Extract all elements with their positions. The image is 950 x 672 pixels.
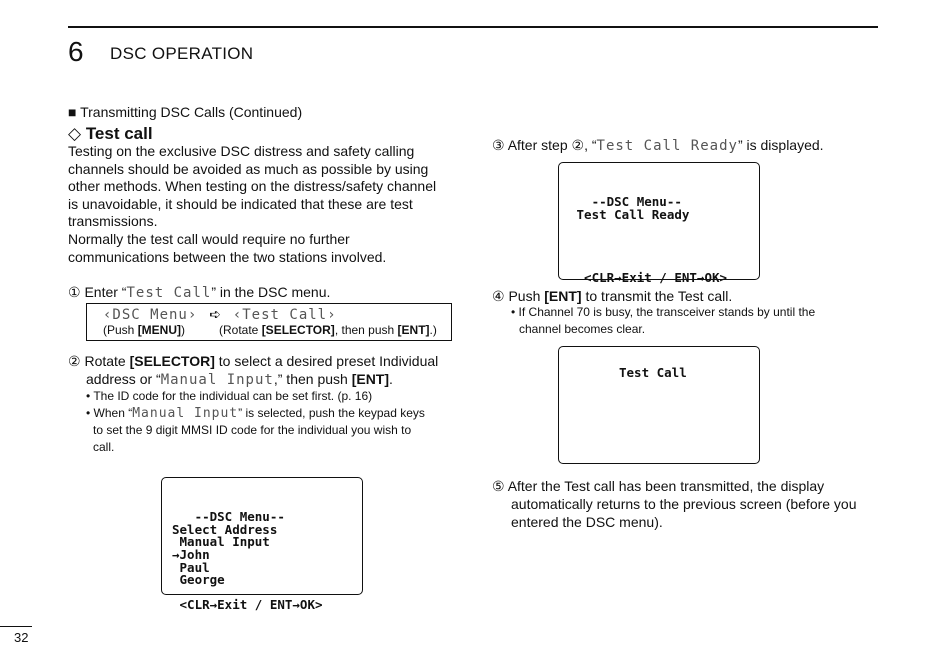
step-text: address or “	[86, 371, 161, 387]
lcd-line	[569, 221, 727, 234]
step-5-line-2: automatically returns to the previous screen (before you	[511, 496, 857, 512]
step-text: Push	[508, 288, 545, 304]
arrow-right-icon: ➪	[209, 306, 221, 322]
chapter-title: DSC OPERATION	[110, 44, 254, 63]
step-5	[492, 478, 824, 496]
step-text: Rotate	[84, 353, 130, 369]
lcd-line: George	[172, 572, 225, 588]
step-1	[68, 284, 330, 303]
lcd-line: Select Address	[172, 521, 278, 537]
note-text: (Push	[103, 323, 138, 337]
lcd-screen-select-address	[161, 477, 363, 613]
step-text: to transmit the Test call.	[581, 288, 733, 304]
lcd-line: <CLR→Exit / ENT→OK>	[172, 597, 323, 613]
push-menu-note	[103, 322, 185, 339]
lcd-screen-text	[172, 486, 323, 637]
step-text: to select a desired preset Individual	[214, 353, 439, 369]
subsection-title: Test call	[85, 124, 153, 143]
step-text: .	[389, 371, 393, 387]
lcd-line: <CLR→Exit / ENT→OK>	[569, 269, 728, 285]
step-text: , “	[584, 137, 597, 153]
step-text: ,” then push	[273, 371, 352, 387]
intro-line: channels should be avoided as much as possible by using	[68, 160, 429, 177]
key-label: [SELECTOR]	[261, 323, 335, 337]
step-2	[68, 353, 468, 371]
chapter-number: 6	[68, 36, 84, 67]
lcd-line: Test Call Ready	[569, 206, 690, 222]
section-heading	[68, 104, 302, 122]
step-text: Enter “	[84, 284, 127, 300]
step-number: ③	[492, 137, 505, 153]
lcd-screen-test-call-ready	[558, 162, 760, 285]
step-number: ②	[68, 353, 81, 369]
step-number: ①	[68, 284, 81, 300]
lcd-line: --DSC Menu--	[569, 194, 682, 210]
lcd-text: Test Call	[126, 285, 212, 301]
diamond-icon: ◇	[68, 124, 82, 143]
intro-paragraph	[68, 143, 468, 266]
lcd-line: Manual Input	[172, 534, 270, 550]
step-5-line-3: entered the DSC menu).	[511, 514, 663, 530]
header-rule	[68, 26, 878, 28]
subsection-heading	[68, 124, 153, 144]
step-number: ⑤	[492, 478, 505, 494]
operation-menu-path	[103, 306, 337, 323]
step-text: ” is displayed.	[737, 137, 824, 153]
lcd-line	[569, 234, 727, 247]
note-text: , then push	[334, 323, 398, 337]
lcd-text: Manual Input	[160, 372, 274, 388]
rotate-selector-note	[219, 322, 437, 339]
key-label: [ENT]	[351, 371, 390, 387]
operation-box	[86, 303, 452, 341]
lcd-line: →John	[172, 546, 210, 562]
step-text: ” in the DSC menu.	[211, 284, 331, 300]
page-number: 32	[14, 630, 29, 645]
lcd-text: Manual Input	[132, 406, 239, 421]
note-text: (Rotate	[219, 323, 262, 337]
key-label: [ENT]	[544, 288, 582, 304]
note-text: .)	[429, 323, 437, 337]
step-ref: ②	[571, 137, 585, 153]
intro-line: is unavoidable, it should be indicated that these are test	[68, 195, 413, 212]
square-bullet-icon: ■	[68, 104, 77, 120]
intro-line: Testing on the exclusive DSC distress and safety calling	[68, 143, 415, 159]
test-call-label: ‹Test Call›	[232, 307, 337, 323]
key-label: [MENU]	[137, 323, 182, 337]
intro-line: communications between the two stations involved.	[68, 248, 387, 265]
lcd-line: Paul	[172, 559, 210, 575]
step-4-bullet: • If Channel 70 is busy, the transceiver stands by until the	[511, 305, 816, 319]
step-2-bullet-2	[86, 405, 425, 422]
intro-line: other methods. When testing on the distress/safety channel	[68, 178, 437, 195]
lcd-screen-text: Test Call	[619, 365, 687, 380]
note-text: )	[181, 323, 186, 337]
key-label: [SELECTOR]	[129, 353, 215, 369]
step-2-line-2	[86, 371, 393, 390]
lcd-screen-test-call	[558, 346, 760, 464]
step-3	[492, 137, 824, 156]
step-2-bullet-2-line-3: call.	[93, 440, 115, 454]
step-4-bullet-line-2: channel becomes clear.	[519, 322, 646, 336]
intro-line: transmissions.	[68, 213, 158, 230]
step-text: After the Test call has been transmitted, the display	[507, 478, 825, 494]
note-text: ” is selected, push the keypad keys	[238, 406, 425, 420]
dsc-menu-label: ‹DSC Menu›	[103, 307, 198, 323]
footer-rule	[0, 626, 32, 627]
step-number: ④	[492, 288, 505, 304]
intro-line: Normally the test call would require no further	[68, 230, 350, 247]
step-2-bullet-2-line-2: to set the 9 digit MMSI ID code for the individual you wish to	[93, 423, 412, 437]
lcd-line	[569, 247, 727, 260]
key-label: [ENT]	[397, 323, 430, 337]
lcd-line: --DSC Menu--	[172, 509, 285, 525]
step-4	[492, 288, 732, 306]
step-text: After step	[507, 137, 572, 153]
lcd-text: Test Call Ready	[596, 138, 738, 154]
note-text: • When “	[86, 406, 133, 420]
section-title: Transmitting DSC Calls (Continued)	[80, 104, 303, 120]
step-2-bullet-1: • The ID code for the individual can be set first. (p. 16)	[86, 389, 373, 403]
